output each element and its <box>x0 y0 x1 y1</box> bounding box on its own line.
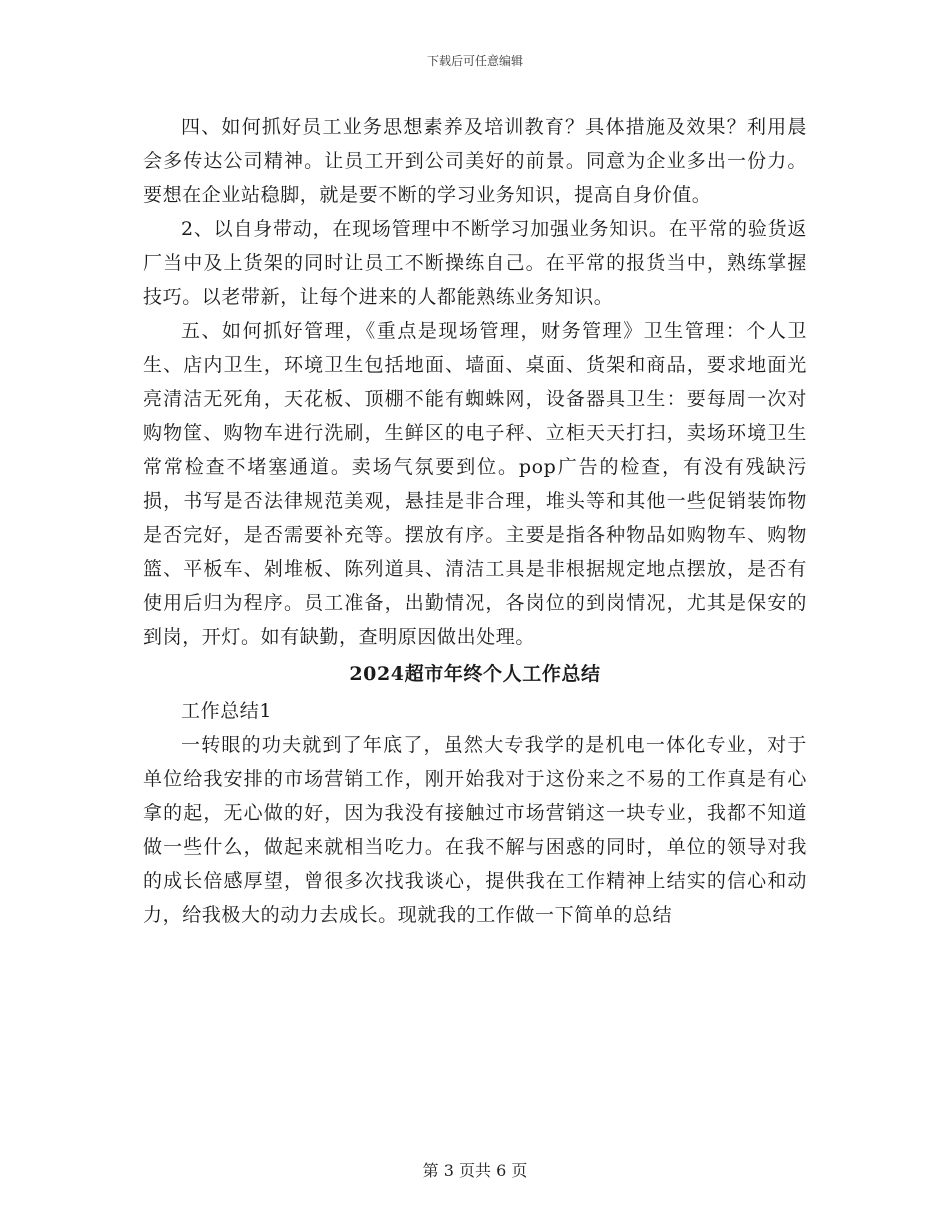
page-header: 下载后可任意编辑 <box>426 54 523 68</box>
document-body <box>143 110 807 932</box>
paragraph-management: 五、如何抓好管理，《重点是现场管理，财务管理》卫生管理：个人卫生、店内卫生，环境卫生包括地面、墙面、桌面、货架和商品，要求地面光亮清洁无死角，天花板、顶棚不能有蜘蛛网，设备器具卫生：要每周一次对购物筐、购物车进行洗刷，生鲜区的电子秤、立柜天天打扫，卖场环境卫生常常检查不堵塞通道。卖场气氛要到位。pop广告的检查，有没有残缺污损，书写是否法律规范美观，悬挂是非合理，堆头等和其他一些促销装饰物是否完好，是否需要补充等。摆放有序。主要是指各种物品如购物车、购物篮、平板车、剁堆板、陈列道具、清洁工具是非根据规定地点摆放，是否有使用后归为程序。员工准备，出勤情况，各岗位的到岗情况，尤其是保安的到岗，开灯。如有缺勤，查明原因做出处理。 <box>143 320 807 648</box>
paragraph-training: 四、如何抓好员工业务思想素养及培训教育？具体措施及效果？利用晨会多传达公司精神。让员工开到公司美好的前景。同意为企业多出一份力。要想在企业站稳脚，就是要不断的学习业务知识，提高自身价值。 <box>143 116 807 206</box>
paragraph-self-lead: 2、以自身带动，在现场管理中不断学习加强业务知识。在平常的验货返厂当中及上货架的同时让员工不断操练自己。在平常的报货当中，熟练掌握技巧。以老带新，让每个进来的人都能熟练业务知识。 <box>143 218 807 308</box>
paragraph-summary: 一转眼的功夫就到了年底了，虽然大专我学的是机电一体化专业，对于单位给我安排的市场营销工作，刚开始我对于这份来之不易的工作真是有心拿的起，无心做的好，因为我没有接触过市场营销这一块专业，我都不知道做一些什么，做起来就相当吃力。在我不解与困惑的同时，单位的领导对我的成长倍感厚望，曾很多次找我谈心，提供我在工作精神上结实的信心和动力，给我极大的动力去成长。现就我的工作做一下简单的总结 <box>143 734 807 926</box>
section-subtitle: 工作总结1 <box>181 700 273 722</box>
page-footer <box>0 1158 950 1181</box>
page-number: 第 3 页共 6 页 <box>422 1161 528 1180</box>
section-title: 2024超市年终个人工作总结 <box>349 663 601 685</box>
